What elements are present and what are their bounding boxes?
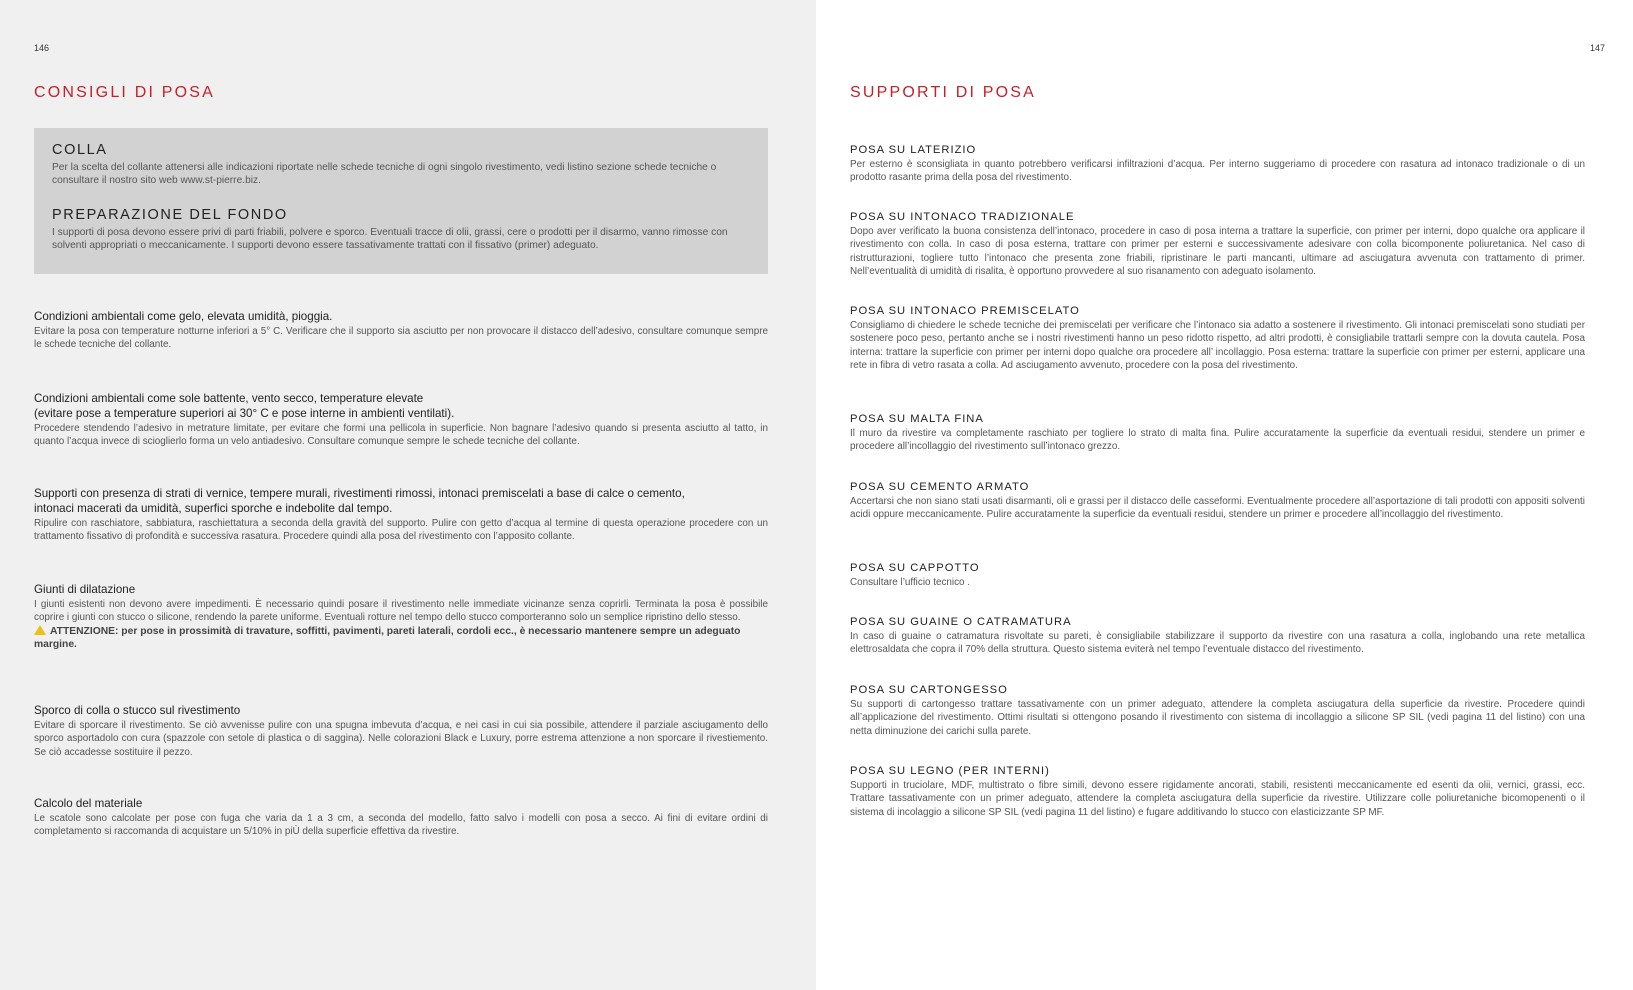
section-sole xyxy=(34,392,768,449)
section-malta-fina xyxy=(850,413,1585,454)
section-sporco xyxy=(34,704,768,759)
preparazione-text: I supporti di posa devono essere privi di parti friabili, polvere e sporco. Eventuali tracce di olii, grassi, cere o prodotti per il disarmo, vanno rimosse con solventi appropriati o meccanicamente. I supporti devono essere tassativamente trattati con il fissativo (primer) adeguato. xyxy=(52,227,728,252)
warning-text: ATTENZIONE: per pose in prossimità di travature, soffitti, pavimenti, pareti laterali, cordoli ecc., è necessario mantenere sempre un adeguato margine. xyxy=(34,625,741,650)
section-text: Per esterno è sconsigliata in quanto potrebbero verificarsi infiltrazioni d’acqua. Per interno suggeriamo di procedere con rasatura ad intonaco tradizionale o di un prodotto rasante prima della posa del rivestimento. xyxy=(850,159,1585,184)
warning-note xyxy=(34,625,768,651)
section-heading: POSA SU INTONACO TRADIZIONALE xyxy=(850,211,1075,223)
section-text: Accertarsi che non siano stati usati disarmanti, oli e grassi per il distacco delle casseformi. Eventualmente procedere all’asportazione di tali prodotti con appositi solventi acidi oppure meccanicamente. Pulire accuratamente la superficie da eventuali residui, stendere un primer e procedere all’incollaggio del rivestimento. xyxy=(850,496,1585,521)
section-heading: POSA SU LEGNO (PER INTERNI) xyxy=(850,765,1050,777)
section-heading: Giunti di dilatazione xyxy=(34,583,136,596)
section-heading: POSA SU CEMENTO ARMATO xyxy=(850,481,1030,493)
section-guaine xyxy=(850,616,1585,657)
right-page-title: SUPPORTI DI POSA xyxy=(850,84,1037,101)
section-heading: Condizioni ambientali come sole battente, vento secco, temperature elevate xyxy=(34,392,424,405)
section-supporti xyxy=(34,487,768,544)
section-laterizio xyxy=(850,144,1585,185)
section-text: Su supporti di cartongesso trattare tassativamente con un primer adeguato, attendere la completa asciugatura della superficie da rivestire. Procedere quindi all’applicazione del rivestimento. Ottimi risultati si ottengono posando il rivestimento con sistema di incollaggio a silicone SP SIL (vedi pagina 11 del listino) con una netta diminuzione dei carichi sulla parete. xyxy=(850,699,1585,737)
section-text: Il muro da rivestire va completamente raschiato per togliere lo strato di malta fina. Pulire accuratamente la superficie da eventuali residui, stendere un primer e procedere all’incollaggio del rivestimento sull’intonaco grezzo. xyxy=(850,428,1585,453)
right-page xyxy=(816,0,1633,990)
section-gelo xyxy=(34,310,768,352)
section-heading: POSA SU CAPPOTTO xyxy=(850,562,980,574)
section-heading: Supporti con presenza di strati di vernice, tempere murali, rivestimenti rimossi, intonaci premiscelati a base di calce o cemento, xyxy=(34,487,685,500)
page-number-left: 146 xyxy=(34,43,50,53)
section-legno xyxy=(850,765,1585,819)
section-text: Dopo aver verificato la buona consistenza dell’intonaco, procedere in caso di posa interna a trattare la superficie, con primer per interni, dopo qualche ora applicare il rivestimento con colla. In caso di posa esterna, trattare con primer per esterni e successivamente adesivare con colla bicomponente poliuretanica. Nel caso di ristrutturazioni, togliere tutto l’intonaco che presenta zone friabili, ripristinare le parti mancanti, ultimare ad asciugatura avvenuta con trattamento di primer. Nell’eventualità di umidità di risalita, è opportuno provvedere al suo risanamento con adeguato isolamento. xyxy=(850,226,1585,277)
section-text: Consultare l’ufficio tecnico . xyxy=(850,577,971,588)
left-page-title: CONSIGLI DI POSA xyxy=(34,84,216,101)
section-cemento-armato xyxy=(850,481,1585,522)
section-text: Evitare di sporcare il rivestimento. Se ciò avvenisse pulire con una spugna imbevuta d’acqua, e nei casi in cui sia possibile, attendere il parziale asciugamento dello sporco asportadolo con cura (spazzole con setole di plastica o di saggina). Nelle colorazioni Black e Luxury, porre estrema attenzione a non sporcare il rivestiemento. Se ciò accadesse sostituire il pezzo. xyxy=(34,720,768,758)
section-text: In caso di guaine o catramatura risvoltate su pareti, è consigliabile stabilizzare il supporto da rivestire con una rasatura a colla, inglobando una rete metallica elettrosaldata che copra il 70% della struttura. Questo sistema eviterà nel tempo l’eventuale distacco del rivestimento. xyxy=(850,631,1585,656)
preparazione-heading: PREPARAZIONE DEL FONDO xyxy=(52,207,288,223)
section-heading-line2: intonaci macerati da umidità, superfici sporche e indebolite dal tempo. xyxy=(34,502,393,515)
colla-block xyxy=(52,142,754,187)
section-heading: POSA SU CARTONGESSO xyxy=(850,684,1008,696)
section-giunti xyxy=(34,583,768,651)
section-text: Le scatole sono calcolate per pose con fuga che varia da 1 a 3 cm, a seconda del modello, fatto salvo i modelli con posa a secco. Ai fini di evitare ordini di completamento si raccomanda di acquistare un 5/10% in piÙ della superficie effettiva da rivestire. xyxy=(34,813,768,838)
section-heading: POSA SU LATERIZIO xyxy=(850,144,977,156)
section-text: Evitare la posa con temperature notturne inferiori a 5° C. Verificare che il supporto sia asciutto per non provocare il distacco dell’adesivo, consultare comunque sempre le schede tecniche del collante. xyxy=(34,326,768,351)
colla-preparazione-box xyxy=(34,128,768,274)
section-text: Procedere stendendo l’adesivo in metrature limitate, per evitare che formi una pellicola in superficie. Non bagnare l’adesivo quando si presenta asciutto al tatto, in quanto l’acqua invece di scioglierlo forma un velo antiadesivo. Consultare comunque sempre le schede tecniche del collante. xyxy=(34,423,768,448)
colla-heading: COLLA xyxy=(52,142,108,158)
section-heading: POSA SU INTONACO PREMISCELATO xyxy=(850,305,1080,317)
section-text: Supporti in truciolare, MDF, multistrato o fibre simili, devono essere rigidamente ancorati, stabili, resistenti meccanicamente ed esenti da olii, vernici, grassi, ecc. Trattare tassativamente con un primer adeguato, attendere la completa asciugatura della superficie da rivestire. Utilizzare colle poliuretaniche bicomopenenti o il sistema di incolaggio a silicone SP SIL (vedi pagina 11 del listino) e fugare additivando lo stucco con elasticizzante SP MF. xyxy=(850,780,1585,818)
section-text: Consigliamo di chiedere le schede tecniche dei premiscelati per verificare che l’intonaco sia adatto a sostenere il rivestimento. Gli intonaci premiscelati sono studiati per sostenere poco peso, pertanto anche se i nostri rivestimenti hanno un peso ridotto rispetto, ad altri prodotti, è consigliabile trattarli sempre con la dovuta cautela. Posa interna: trattare la superficie con primer per interni dopo qualche ora procedere all’ incollaggio. Posa esterna: trattare la superficie con primer per esterni, applicare una rete in fibra di vetro rasata a colla. Ad asciugamento avvenuto, procedere con la posa del rivestimento. xyxy=(850,320,1585,371)
preparazione-block xyxy=(52,207,754,252)
section-text: I giunti esistenti non devono avere impedimenti. È necessario quindi posare il rivestimento nelle immediate vicinanze senza coprirli. Terminata la posa è possibile coprire i giunti con stucco o silicone, rendendo la parete uniforme. Eventuali rotture nel tempo dello stucco comporteranno solo un semplice ripristino dello stesso. xyxy=(34,599,768,624)
colla-text: Per la scelta del collante attenersi alle indicazioni riportate nelle schede tecniche di ogni singolo rivestimento, vedi listino sezione schede tecniche o consultare il nostro sito web www.st-pierre.biz. xyxy=(52,162,717,187)
section-heading: POSA SU MALTA FINA xyxy=(850,413,984,425)
section-text: Ripulire con raschiatore, sabbiatura, raschiettatura a seconda della gravità del supporto. Pulire con getto d’acqua al termine di questa operazione procedere con un trattamento fissativo di profondità e successiva rasatura. Procedere quindi alla posa del rivestimento con l’apposito collante. xyxy=(34,518,768,543)
section-heading: Condizioni ambientali come gelo, elevata umidità, pioggia. xyxy=(34,310,333,323)
section-cartongesso xyxy=(850,684,1585,738)
left-page xyxy=(0,0,816,990)
section-heading: Calcolo del materiale xyxy=(34,797,143,810)
section-heading-line2: (evitare pose a temperature superiori ai 30° C e pose interne in ambienti ventilati). xyxy=(34,407,455,420)
section-calcolo xyxy=(34,797,768,839)
page-number-right: 147 xyxy=(1589,43,1605,53)
section-intonaco-tradizionale xyxy=(850,211,1585,278)
section-heading: POSA SU GUAINE O CATRAMATURA xyxy=(850,616,1072,628)
section-cappotto xyxy=(850,562,1585,589)
section-intonaco-premiscelato xyxy=(850,305,1585,372)
section-heading: Sporco di colla o stucco sul rivestimento xyxy=(34,704,241,717)
warning-triangle-icon xyxy=(34,625,46,635)
